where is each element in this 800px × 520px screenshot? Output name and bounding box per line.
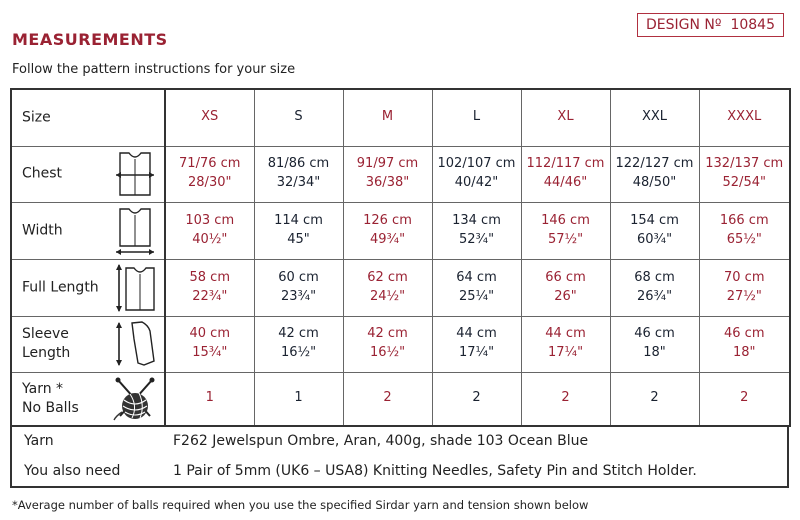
full-length-row — [11, 259, 790, 316]
width-xl: 146 cm 57½" — [521, 202, 610, 259]
full-length-m: 62 cm 24½" — [343, 259, 432, 316]
width-xxxl: 166 cm 65½" — [699, 202, 790, 259]
yarn-balls-l: 2 — [432, 372, 521, 426]
sleeve-length-m: 42 cm 16½" — [343, 316, 432, 372]
sleeve-length-xl: 44 cm 17¼" — [521, 316, 610, 372]
sleeve-length-xxl: 46 cm 18" — [610, 316, 699, 372]
sleeve-length-s: 42 cm 16½" — [254, 316, 343, 372]
full-length-xxl: 68 cm 26¾" — [610, 259, 699, 316]
full-length-s: 60 cm 23¾" — [254, 259, 343, 316]
sleeve-diagram-icon — [112, 319, 158, 369]
width-diagram-icon — [112, 206, 158, 256]
chest-diagram-icon — [112, 149, 158, 199]
size-header-s: S — [254, 89, 343, 146]
materials-table — [10, 425, 789, 488]
sleeve-length-label-cell — [11, 316, 165, 372]
chest-xl: 112/117 cm 44/46" — [521, 146, 610, 202]
yarn-balls-xxxl: 2 — [699, 372, 790, 426]
size-header-xl: XL — [521, 89, 610, 146]
size-header-xxl: XXL — [610, 89, 699, 146]
sleeve-length-xxxl: 46 cm 18" — [699, 316, 790, 372]
design-number: 10845 — [730, 17, 775, 33]
full-length-xxxl: 70 cm 27½" — [699, 259, 790, 316]
yarn-ball-icon — [112, 376, 158, 422]
size-header-m: M — [343, 89, 432, 146]
chest-label: Chest — [22, 165, 63, 182]
chest-xs: 71/76 cm 28/30" — [165, 146, 254, 202]
yarn-balls-m: 2 — [343, 372, 432, 426]
sleeve-length-row — [11, 316, 790, 372]
width-l: 134 cm 52¾" — [432, 202, 521, 259]
size-label: Size — [22, 109, 51, 126]
design-label: DESIGN Nº — [646, 17, 722, 33]
yarn-balls-xxl: 2 — [610, 372, 699, 426]
full-length-xl: 66 cm 26" — [521, 259, 610, 316]
yarn-label: Yarn — [24, 432, 54, 449]
yarn-balls-label-cell — [11, 372, 165, 426]
size-header-xxxl: XXXL — [699, 89, 790, 146]
design-number-box — [637, 13, 784, 37]
full-length-xs: 58 cm 22¾" — [165, 259, 254, 316]
length-diagram-icon — [112, 262, 158, 314]
chest-s: 81/86 cm 32/34" — [254, 146, 343, 202]
also-need-label: You also need — [24, 463, 121, 479]
full-length-l: 64 cm 25¼" — [432, 259, 521, 316]
width-s: 114 cm 45" — [254, 202, 343, 259]
width-row — [11, 202, 790, 259]
yarn-balls-xs: 1 — [165, 372, 254, 426]
chest-label-cell — [11, 146, 165, 202]
full-length-label: Full Length — [22, 279, 99, 296]
also-need-row — [11, 456, 788, 487]
footnote: *Average number of balls required when you use the specified Sirdar yarn and tension shown below — [12, 498, 589, 512]
yarn-row — [11, 425, 788, 456]
chest-xxl: 122/127 cm 48/50" — [610, 146, 699, 202]
yarn-balls-label: Yarn * No Balls — [22, 380, 79, 416]
sleeve-length-l: 44 cm 17¼" — [432, 316, 521, 372]
chest-row — [11, 146, 790, 202]
size-label-cell — [11, 89, 165, 146]
width-label: Width — [22, 222, 63, 239]
also-need-value: 1 Pair of 5mm (UK6 – USA8) Knitting Needles, Safety Pin and Stitch Holder. — [173, 463, 697, 479]
page-subtitle: Follow the pattern instructions for your size — [12, 62, 296, 77]
chest-l: 102/107 cm 40/42" — [432, 146, 521, 202]
size-row — [11, 89, 790, 146]
width-m: 126 cm 49¾" — [343, 202, 432, 259]
size-header-l: L — [432, 89, 521, 146]
yarn-balls-s: 1 — [254, 372, 343, 426]
page-title: MEASUREMENTS — [12, 30, 168, 49]
width-xxl: 154 cm 60¾" — [610, 202, 699, 259]
sleeve-length-xs: 40 cm 15¾" — [165, 316, 254, 372]
chest-m: 91/97 cm 36/38" — [343, 146, 432, 202]
yarn-balls-row — [11, 372, 790, 426]
width-label-cell — [11, 202, 165, 259]
full-length-label-cell — [11, 259, 165, 316]
yarn-value: F262 Jewelspun Ombre, Aran, 400g, shade 103 Ocean Blue — [173, 432, 589, 449]
size-header-xs: XS — [165, 89, 254, 146]
sleeve-length-label: Sleeve Length — [22, 326, 71, 361]
measurements-table — [10, 88, 791, 427]
chest-xxxl: 132/137 cm 52/54" — [699, 146, 790, 202]
yarn-balls-xl: 2 — [521, 372, 610, 426]
width-xs: 103 cm 40½" — [165, 202, 254, 259]
